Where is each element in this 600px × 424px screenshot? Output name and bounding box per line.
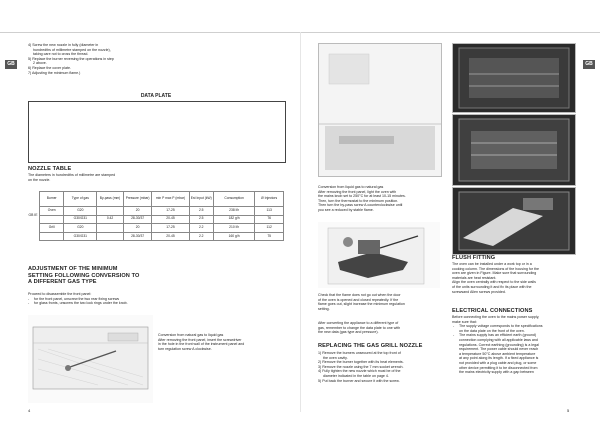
control-panel-illustration xyxy=(28,315,153,403)
page-gutter xyxy=(300,32,301,412)
list-item: - The mains supply has an efficient earth (ground) connection complying with all applicable laws and regulations. Correct earthing (grounding) is a legal requirement. The power cable should never reach a temperature 50°C above ambient temperature at any point along its length. If a fixed appliance is not provided with a plug cable and plug, or some other device permitting it to be disconnected from the mains electricity supply with a gap between xyxy=(459,333,582,374)
table-row: Oven G20 20 17-25 2.5 238 l/h 113 xyxy=(40,207,284,216)
oven-photo-3-drawing xyxy=(453,188,575,254)
col-header: By-pass (mm) xyxy=(97,192,124,207)
list-item: - for the front panel, unscrew the two rear fixing screws xyxy=(34,297,153,302)
photo-caption-left: Conversion from natural gas to liquid gas After removing the front panel, insert the screwdriver in the hole in the front wall of the instrument panel and turn regulation screw A clockwise. xyxy=(158,333,245,351)
data-plate-title: DATA PLATE xyxy=(140,93,172,99)
page-number-left: 4 xyxy=(28,408,31,413)
flush-fitting-text: The oven can be installed under a work top or in a cooking column. The dimensions of the housing for the oven are given in Figure. Make sure that surrounding materials are heat resistant. Align the oven centrally with respect to the side walls of the units surrounding it and fix its place with the screwsand Allen screws provided. xyxy=(452,262,540,294)
page-number-right: 5 xyxy=(567,408,570,413)
oven-photo-drawing xyxy=(319,44,441,176)
nozzle-illustration xyxy=(318,222,440,288)
screwdriver-illustration xyxy=(28,315,153,403)
col-header: Consumption xyxy=(213,192,254,207)
language-tab-left: GB xyxy=(5,60,17,69)
nozzle-table-subtitle: The diameters in hundredths of millimetre are stamped on the nozzle. xyxy=(28,173,116,182)
list-item: - for glass fronts, unscrew the two lock rings under the knob. xyxy=(34,301,153,306)
region-label: GB IE xyxy=(28,213,38,217)
steps-top: 4) Screw the new nozzle in fully (diameter in hundredths of millimetre stamped on the nozzle), taking care not to cross the thread. 5) Replace the burner reversing the operations in step 2 above. 6) Replace the cover plate. 7) Adjusting the minimum flame.) xyxy=(28,43,114,75)
list-item: - The supply voltage corresponds to the specifications on the data plate on the front of the oven. xyxy=(459,324,582,333)
col-header: Est Input (kW) xyxy=(189,192,213,207)
oven-photo-1 xyxy=(452,43,576,113)
col-header: Burner xyxy=(40,192,64,207)
adjust-title: ADJUSTMENT OF THE MINIMUM SETTING FOLLOWING CONVERSION TO A DIFFERENT GAS TYPE xyxy=(28,266,140,286)
col-header: Pressure (mbar) xyxy=(123,192,152,207)
caption-data-plate-change: After converting the appliance to a different type of gas, remember to change the data plate to one with the new data (gas type and pressure). xyxy=(318,321,401,335)
oven-photo-1-drawing xyxy=(453,44,575,112)
table-row: G30/G31 0.42 28-30/37 20-45 2.5 182 g/h 76 xyxy=(40,215,284,224)
electrical-text: Before connecting the oven to the mains power supply, make sure that: - The supply voltage corresponds to the specifications on the data plate on the front of the oven. - The mains supply has an efficient earth (ground) connection complying with all applicable laws and regulations. Correct earthing (grounding) is a legal requirement. The power cable should never reach a temperature 50°C above ambient temperature at any point along its length. If a fixed appliance is not provided with a plug cable and plug, or some other device permitting it to be disconnected from the mains electricity supply with a gap between xyxy=(452,315,582,375)
caption-liquid-to-natural: Conversion from liquid gas to natural gas After removing the front panel, light the oven with the mains knob set to 250°C for at least 10-15 minutes. Then, turn the thermostat to the minimum position. Then turn the by-pass screw A counterclockwise until you see a reduced by stable flame. xyxy=(318,185,406,212)
oven-photo-2-drawing xyxy=(453,115,575,185)
nozzle-table xyxy=(39,191,284,241)
col-header: Type of gas xyxy=(64,192,97,207)
electrical-title: ELECTRICAL CONNECTIONS xyxy=(452,308,533,314)
oven-interior-photo xyxy=(318,43,442,177)
grill-nozzle-steps: 1) Remove the burners unsecured at the top front of the oven cavity. 2) Remove the burner together with its heat elements. 3) Remove the nozzle using the 7 mm socket wrench. 4) Fully tighten the new nozzle which must be of the diameter indicated in the table on page 4. 5) Put back the burner and secure it with the screw. xyxy=(318,351,404,383)
flush-fitting-title: FLUSH FITTING xyxy=(452,255,496,261)
table-header-row xyxy=(40,192,284,207)
col-header: min P max P (mbar) xyxy=(152,192,189,207)
nozzle-table-title: NOZZLE TABLE xyxy=(28,166,72,172)
caption-flame-check: Check that the flame does not go out when the door of the oven is opened and closed repeatedly. If the flame goes out, slight increase the minimum regulation setting. xyxy=(318,293,405,311)
table-row: Grill G20 20 17-25 2.2 210 l/h 112 xyxy=(40,224,284,233)
col-header: Ø Injectors xyxy=(255,192,284,207)
grill-nozzle-title: REPLACING THE GAS GRILL NOZZLE xyxy=(318,343,423,349)
data-plate-box xyxy=(28,101,286,163)
oven-photo-2 xyxy=(452,114,576,186)
adjust-text: Proceed to disassemble the front panel: - for the front panel, unscrew the two rear fixing screws - for glass fronts, unscrew the two lock rings under the knob. xyxy=(28,292,153,306)
oven-photo-3 xyxy=(452,187,576,255)
table-row: G30/G31 28-30/37 20-45 2.2 160 g/h 75 xyxy=(40,232,284,241)
language-tab-right: GB xyxy=(583,60,595,69)
burner-drawing xyxy=(318,222,440,288)
